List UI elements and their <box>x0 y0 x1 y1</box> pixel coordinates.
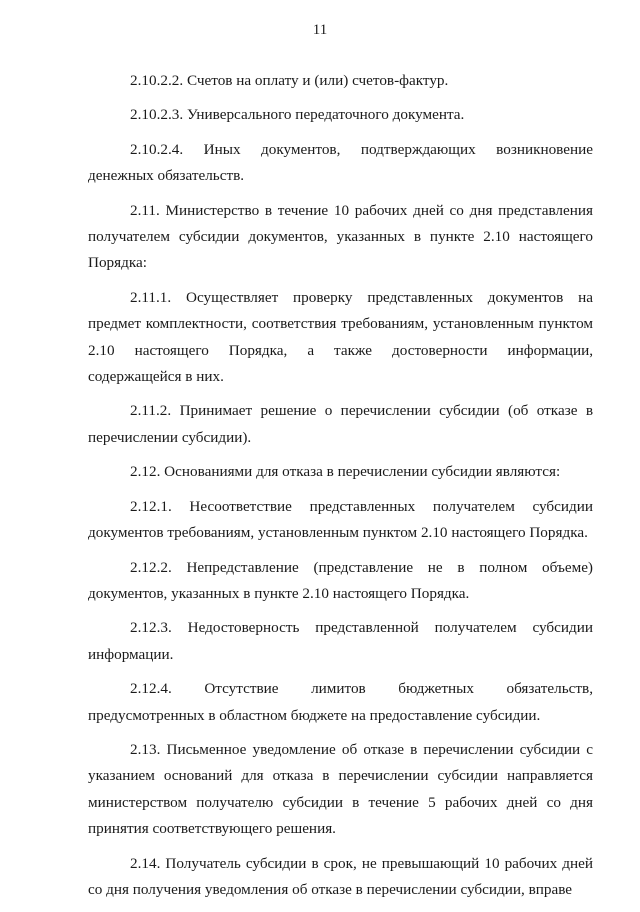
document-body <box>88 68 593 911</box>
page-number: 11 <box>312 22 328 38</box>
paragraph-2-12-1: 2.12.1. Несоответствие представленных получателем субсидии документов требованиям, установленным пунктом 2.10 настоящего Порядка. <box>88 497 593 542</box>
paragraph-2-10-2-2: 2.10.2.2. Счетов на оплату и (или) счетов-фактур. <box>130 72 449 89</box>
paragraph-2-12: 2.12. Основаниями для отказа в перечислении субсидии являются: <box>130 463 561 481</box>
paragraph-2-12-3: 2.12.3. Недостоверность представленной получателем субсидии информации. <box>88 619 593 663</box>
paragraph-2-11-2: 2.11.2. Принимает решение о перечислении субсидии (об отказе в перечислении субсидии). <box>88 402 593 446</box>
paragraph-2-12-4: 2.12.4. Отсутствие лимитов бюджетных обязательств, предусмотренных в областном бюджете на предоставление субсидии. <box>88 680 593 724</box>
paragraph-2-13: 2.13. Письменное уведомление об отказе в перечислении субсидии с указанием оснований для отказа в перечислении субсидии направляется министерством получателю субсидии в течение 5 рабочих дней со дня принятия соответствующего решения. <box>88 740 593 838</box>
paragraph-2-11: 2.11. Министерство в течение 10 рабочих дней со дня представления получателем субсидии документов, указанных в пункте 2.10 настоящего Порядка: <box>88 201 593 272</box>
paragraph-2-11-1: 2.11.1. Осуществляет проверку представленных документов на предмет комплектности, соответствия требованиям, установленным пунктом 2.10 настоящего Порядка, а также достоверности информации, содержащейся в них. <box>88 288 593 386</box>
paragraph-2-14: 2.14. Получатель субсидии в срок, не превышающий 10 рабочих дней со дня получения уведомления об отказе в перечислении субсидии, вправе <box>88 854 593 898</box>
paragraph-2-10-2-4: 2.10.2.4. Иных документов, подтверждающих возникновение денежных обязательств. <box>88 140 593 185</box>
paragraph-2-10-2-3: 2.10.2.3. Универсального передаточного документа. <box>130 106 465 124</box>
paragraph-2-12-2: 2.12.2. Непредставление (представление не в полном объеме) документов, указанных в пункте 2.10 настоящего Порядка. <box>88 558 593 602</box>
